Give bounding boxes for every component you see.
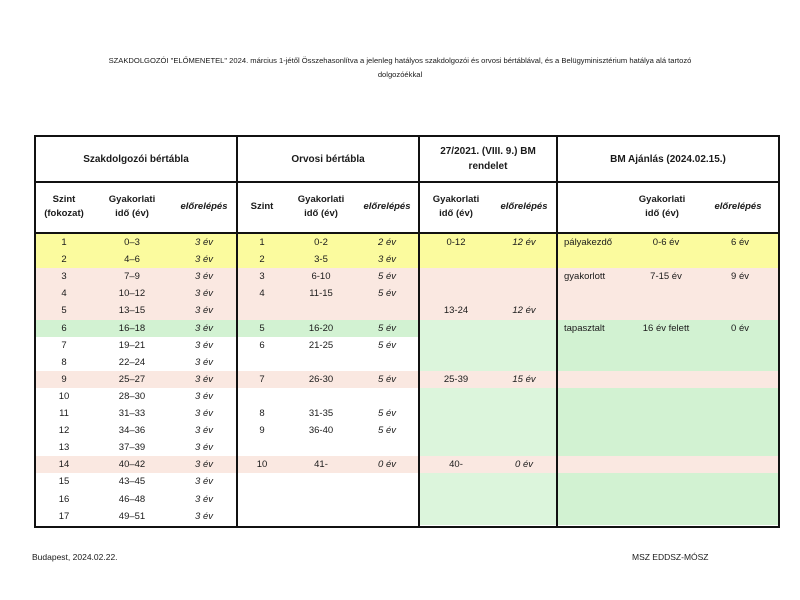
rendelet-elorelepes-cell: 12 év [512, 237, 536, 248]
orvos-elorelepes-cell: 5 év [378, 408, 396, 419]
orvos-ido-cell: 3-5 [314, 254, 328, 266]
document-title [40, 54, 760, 82]
szak-ido-cell: 31–33 [118, 408, 146, 419]
orvos-ido-cell: 21-25 [308, 339, 334, 351]
orvos-szint-cell: 3 [259, 271, 265, 283]
row-band-bm [556, 371, 778, 389]
title-line-1: SZAKDOLGOZÓI "ELŐMENETEL" 2024. március 1-jétől Összehasonlítva a jelenleg hatályos szakdolgozói és orvosi bértáblával, és a Belügyminisztérium hatálya alá tartozó [108, 56, 692, 65]
szak-elorelepes-cell: 3 év [195, 305, 213, 317]
subheader-bm-gyak-1: Gyakorlati [638, 194, 686, 205]
szak-ido-cell: 10–12 [118, 288, 146, 300]
orvos-szint-cell: 10 [256, 459, 268, 471]
szak-ido-cell: 7–9 [124, 271, 140, 283]
rendelet-elorelepes-cell: 12 év [512, 305, 536, 317]
orvos-szint-cell: 6 [259, 339, 265, 351]
szak-szint-cell: 11 [59, 408, 69, 419]
orvos-szint-cell: 5 [259, 322, 265, 334]
szak-elorelepes-cell: 3 év [195, 425, 213, 437]
group-rendelet-line1: 27/2021. (VIII. 9.) BM [440, 146, 536, 157]
subheader-rendelet-gyakorlati [420, 183, 492, 231]
row-band-bm [556, 473, 778, 491]
szak-ido-cell: 37–39 [118, 442, 146, 454]
szak-elorelepes-cell: 3 év [195, 271, 213, 283]
subheader-szak-elorelepes: előrelépés [180, 201, 228, 212]
orvos-ido-cell: 41- [314, 459, 328, 471]
szak-elorelepes-cell: 3 év [195, 390, 213, 402]
szak-szint-cell: 15 [58, 476, 70, 488]
row-band-rendelet [418, 285, 556, 303]
orvos-ido-cell: 6-10 [311, 271, 331, 283]
row-band-bm [556, 439, 778, 457]
bm-nev-cell: tapasztalt [564, 322, 605, 334]
szak-ido-cell: 43–45 [118, 476, 146, 488]
szak-ido-cell: 4–6 [124, 254, 140, 266]
szak-elorelepes-cell: 3 év [195, 373, 213, 385]
row-band-bm [556, 422, 778, 440]
szak-elorelepes-cell: 3 év [195, 408, 213, 419]
row-band-bm [556, 508, 778, 526]
orvos-elorelepes-cell: 5 év [378, 373, 396, 385]
divider-3 [556, 137, 558, 526]
row-band-rendelet [418, 268, 556, 286]
row-band-bm [556, 251, 778, 269]
orvos-elorelepes-cell: 5 év [378, 288, 396, 300]
subheader-szint-fokozat [36, 183, 92, 231]
bm-ido-cell: 0-6 év [652, 237, 680, 248]
szak-elorelepes-cell: 3 év [195, 476, 213, 488]
row-band-bm [556, 405, 778, 423]
subheader-gyak-1: Gyakorlati [108, 194, 156, 205]
subheader-orvos-gyak-1: Gyakorlati [297, 194, 345, 205]
szak-ido-cell: 22–24 [118, 356, 146, 368]
szak-szint-cell: 7 [61, 339, 67, 351]
szak-szint-cell: 14 [58, 459, 70, 471]
row-band-bm [556, 388, 778, 406]
bm-elorelepes-cell: 9 év [731, 271, 749, 283]
szak-szint-cell: 3 [61, 271, 67, 283]
szak-ido-cell: 46–48 [118, 493, 146, 505]
orvos-elorelepes-cell: 5 év [378, 425, 396, 437]
subheader-gyak-2: idő (év) [115, 208, 149, 219]
group-bm: BM Ajánlás (2024.02.15.) [610, 153, 726, 165]
row-band-rendelet [418, 405, 556, 423]
orvos-elorelepes-cell: 5 év [378, 339, 396, 351]
subheader-fokozat-text: (fokozat) [44, 208, 84, 219]
group-rendelet [420, 137, 556, 181]
szak-elorelepes-cell: 3 év [195, 288, 213, 300]
szak-szint-cell: 16 [58, 493, 70, 505]
subheader-rend-gyak-1: Gyakorlati [432, 194, 480, 205]
szak-szint-cell: 17 [58, 510, 70, 522]
row-band-bm [556, 354, 778, 372]
szak-elorelepes-cell: 3 év [195, 339, 213, 351]
szak-ido-cell: 13–15 [118, 305, 146, 317]
orvos-szint-cell: 4 [259, 288, 265, 300]
row-band-rendelet [418, 354, 556, 372]
orvos-elorelepes-cell: 2 év [378, 237, 396, 248]
szak-elorelepes-cell: 3 év [195, 356, 213, 368]
orvos-elorelepes-cell: 5 év [378, 271, 396, 283]
szak-szint-cell: 12 [58, 425, 70, 437]
szak-elorelepes-cell: 3 év [195, 237, 213, 248]
subheader-rendelet-elorelepes: előrelépés [500, 201, 548, 212]
row-band-bm [556, 302, 778, 320]
row-band-bm [556, 337, 778, 355]
szak-elorelepes-cell: 3 év [195, 442, 213, 454]
rendelet-ido-cell: 25-39 [443, 373, 469, 385]
subheader-szint-text: Szint [52, 194, 76, 205]
szak-elorelepes-cell: 3 év [195, 254, 213, 266]
subheader-orvos-szint: Szint [250, 201, 274, 212]
bm-nev-cell: pályakezdő [564, 237, 613, 248]
szak-szint-cell: 8 [61, 356, 67, 368]
subheader-rend-gyak-2: idő (év) [439, 208, 473, 219]
szak-ido-cell: 28–30 [118, 390, 146, 402]
rendelet-elorelepes-cell: 0 év [515, 459, 533, 471]
row-band-rendelet [418, 491, 556, 509]
row-band-rendelet [418, 320, 556, 338]
szak-ido-cell: 16–18 [118, 322, 146, 334]
row-band-bm [556, 491, 778, 509]
szak-ido-cell: 34–36 [118, 425, 146, 437]
orvos-elorelepes-cell: 0 év [378, 459, 396, 471]
szak-ido-cell: 0–3 [124, 237, 140, 248]
szak-szint-cell: 5 [61, 305, 67, 317]
orvos-szint-cell: 2 [259, 254, 265, 266]
orvos-szint-cell: 7 [259, 373, 265, 385]
row-band-rendelet [418, 422, 556, 440]
rendelet-ido-cell: 40- [449, 459, 463, 471]
orvos-ido-cell: 0-2 [314, 237, 328, 248]
bm-elorelepes-cell: 6 év [731, 237, 749, 248]
szak-elorelepes-cell: 3 év [195, 459, 213, 471]
bm-elorelepes-cell: 0 év [731, 322, 749, 334]
subheader-szak-gyakorlati [92, 183, 172, 231]
szak-szint-cell: 9 [61, 373, 67, 385]
subheader-orvos-gyak-2: idő (év) [304, 208, 338, 219]
row-band-bm [556, 456, 778, 474]
subheader-orvos-gyakorlati [286, 183, 356, 231]
orvos-ido-cell: 16-20 [308, 322, 334, 334]
row-band-bm [556, 285, 778, 303]
row-band-rendelet [418, 473, 556, 491]
orvos-elorelepes-cell: 3 év [378, 254, 396, 266]
orvos-ido-cell: 26-30 [308, 373, 334, 385]
szak-szint-cell: 4 [61, 288, 67, 300]
szak-szint-cell: 10 [58, 390, 70, 402]
szak-elorelepes-cell: 3 év [195, 510, 213, 522]
szak-szint-cell: 2 [61, 254, 67, 266]
rendelet-elorelepes-cell: 15 év [512, 373, 536, 385]
rendelet-ido-cell: 0-12 [446, 237, 466, 248]
orvos-elorelepes-cell: 5 év [378, 322, 396, 334]
szak-szint-cell: 13 [58, 442, 70, 454]
row-band-rendelet [418, 337, 556, 355]
szak-ido-cell: 25–27 [118, 373, 146, 385]
orvos-ido-cell: 36-40 [308, 425, 334, 437]
orvos-ido-cell: 11-15 [309, 288, 333, 300]
rendelet-ido-cell: 13-24 [443, 305, 469, 317]
comparison-table [34, 135, 780, 528]
row-band-rendelet [418, 251, 556, 269]
row-band-rendelet [418, 508, 556, 526]
orvos-szint-cell: 1 [259, 237, 265, 248]
szak-ido-cell: 40–42 [118, 459, 146, 471]
subheader-orvos-elorelepes: előrelépés [363, 201, 411, 212]
szak-szint-cell: 1 [61, 237, 67, 248]
subheader-bm-gyakorlati [626, 183, 698, 231]
szak-ido-cell: 49–51 [118, 510, 146, 522]
szak-ido-cell: 19–21 [118, 339, 146, 351]
bm-ido-cell: 7-15 év [650, 271, 682, 283]
subheader-bm-gyak-2: idő (év) [645, 208, 679, 219]
szak-elorelepes-cell: 3 év [195, 322, 213, 334]
row-band-rendelet [418, 439, 556, 457]
orvos-szint-cell: 9 [259, 425, 265, 437]
footer-org: MSZ EDDSZ-MÓSZ [632, 552, 709, 562]
title-line-2: dolgozóékkal [377, 70, 423, 79]
footer-date: Budapest, 2024.02.22. [32, 552, 118, 562]
szak-elorelepes-cell: 3 év [195, 493, 213, 505]
row-band-rendelet [418, 388, 556, 406]
subheader-bm-elorelepes: előrelépés [714, 201, 762, 212]
orvos-ido-cell: 31-35 [308, 408, 334, 419]
orvos-szint-cell: 8 [259, 408, 265, 419]
group-rendelet-line2: rendelet [468, 161, 508, 172]
bm-ido-cell: 16 év felett [642, 322, 690, 334]
group-szakdolgozoi: Szakdolgozói bértábla [83, 153, 189, 165]
bm-nev-cell: gyakorlott [564, 271, 606, 283]
group-orvosi: Orvosi bértábla [291, 153, 365, 165]
szak-szint-cell: 6 [61, 322, 67, 334]
